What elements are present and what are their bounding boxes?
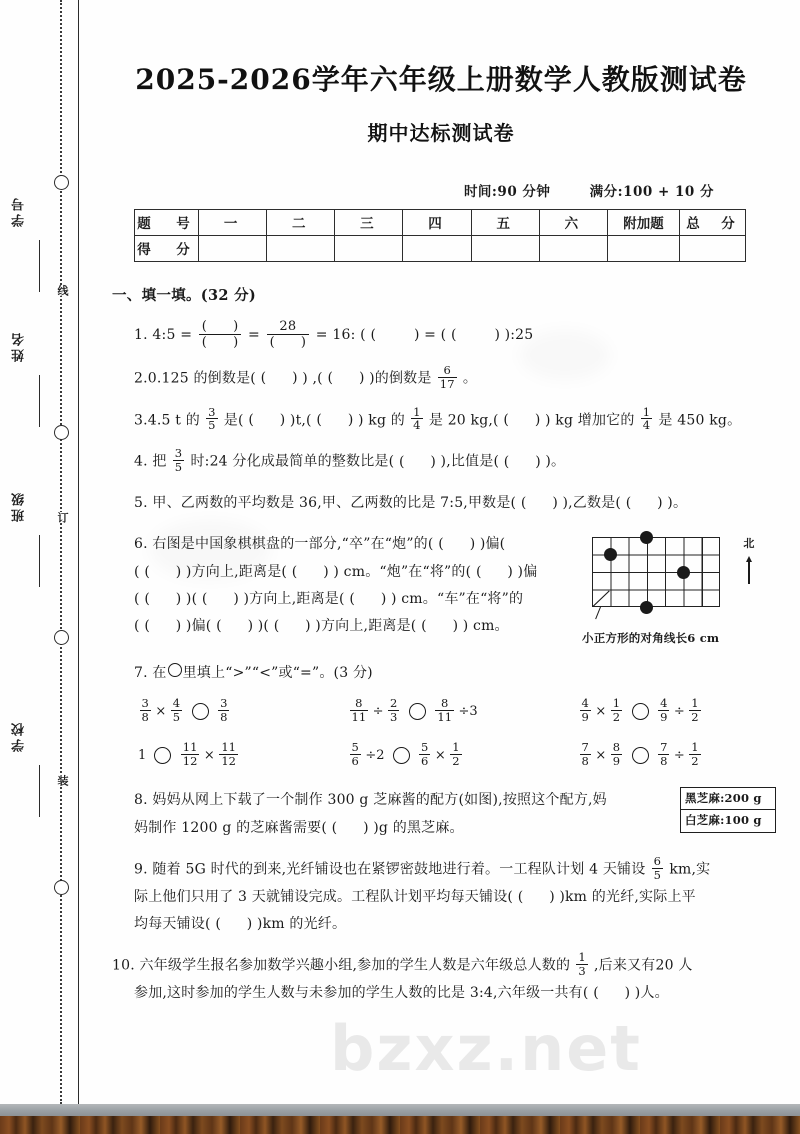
field-rule-school [39,765,40,817]
q7-4-op: × [203,748,215,764]
punch-hole-icon [54,880,69,895]
q6-blank-2[interactable] [144,564,181,580]
q3-f3-num: 1 [642,404,651,419]
q3-f1-den: 5 [208,418,216,433]
question-2 [112,362,770,393]
q2-frac-denominator: 17 [439,376,455,391]
q4-frac-den: 5 [174,460,183,475]
q3-a: 3.4.5 t 的 [134,411,200,428]
field-label-student-id: 学号 [12,195,27,227]
q7-4-answer-circle[interactable] [154,747,171,764]
q3-fraction-1 [206,406,218,433]
q1-tail1: = ( [424,326,447,343]
fold-mark-assemble: 装 [52,775,70,786]
score-table-col-total: 总 分 [680,209,746,235]
q7-item-3 [578,695,770,725]
q5-mid: ),乙数是( [562,494,622,511]
q7-prompt-b: 里填上“>”“<”或“=”。(3 分) [182,665,373,682]
q3-f3-den: 4 [642,418,651,433]
q7-2-left-frac-b: $\frac{2}{3}$ [390,695,398,724]
q6-blank-9[interactable] [216,618,253,634]
q3-fraction-3 [641,406,653,433]
q5-blank-1[interactable] [521,495,558,511]
q6-blank-5[interactable] [144,591,181,607]
q7-5-right-frac-b: $\frac{1}{2}$ [452,740,460,769]
small-square-diagonal-icon [592,590,610,608]
q7-item-6 [578,742,770,769]
q7-6-answer-circle[interactable] [632,747,649,764]
q3-b: 是( [223,411,244,428]
q9-frac-den: 5 [653,867,662,882]
q1-blank-4[interactable] [451,327,500,343]
q4-c: ),比值是( [440,453,500,470]
question-5 [112,490,770,517]
q2-text-a: 2.0.125 的倒数是( [134,370,256,387]
q2-fraction [438,364,457,391]
q9-l1a: 9. 随着 5G 时代的到来,光纤铺设也在紧锣密鼓地进行着。一工程队计划 4 天铺设 [134,861,646,878]
q10-blank-1[interactable] [593,985,630,1001]
q6-l2c: ) cm。“炮”在“将”的( [333,563,472,580]
q3-blank-1[interactable] [248,412,285,428]
q7-3-left-frac-a: $\frac{4}{9}$ [581,695,589,724]
q6-blank-3[interactable] [292,564,329,580]
q1-blank-fraction[interactable] [199,319,242,351]
q6-blank-7[interactable] [349,591,386,607]
q7-2-answer-circle[interactable] [409,703,426,720]
q3-f1-num: 3 [208,404,216,419]
q4-d: )。 [545,453,566,470]
q6-line-2 [134,559,570,586]
q7-5-op-b: × [434,748,446,764]
time-label: 时间:90 分钟 [463,183,551,200]
field-label-school: 学校 [12,720,27,752]
q7-5-answer-circle[interactable] [393,747,410,764]
q6-l4b: )偏( [185,618,212,635]
fold-dotted-line [60,0,62,1104]
score-table-col-5: 五 [471,209,539,235]
q7-2-right-frac: $\frac{8}{11}$ [437,695,453,724]
field-rule-name [39,375,40,427]
q7-3-answer-circle[interactable] [632,703,649,720]
score-table-col-3: 三 [335,209,403,235]
question-9 [112,853,770,938]
q1-frac-numerator-blank[interactable]: ( ) [199,319,242,336]
q9-fraction [652,855,664,882]
chess-piece-jiang [677,566,690,579]
q1-frac-denominator-blank[interactable]: ( ) [201,335,239,351]
q6-blank-11[interactable] [421,618,458,634]
q10-l1b: ,后来又有20 人 [594,957,693,974]
q1-eq1: = [248,326,260,343]
north-indicator [732,533,766,583]
desk-gray-strip [0,1104,800,1116]
q10-l2b: )人。 [634,984,669,1001]
q1-frac28-numerator: 28 [267,319,310,336]
q7-prompt-a: 7. 在 [134,665,167,682]
score-cell-5[interactable] [471,235,539,261]
full-score-label: 满分:100 + 10 分 [589,183,714,200]
exam-meta [112,180,770,200]
q6-l4c: )( [257,618,270,635]
q7-2-left-frac-a: $\frac{8}{11}$ [351,695,367,724]
q7-3-right-frac-b: $\frac{1}{2}$ [691,695,699,724]
q9-l3a: 均每天铺设( [134,915,211,932]
question-10 [112,952,770,1007]
section-heading-fill-in: 一、填一填。(32 分) [112,286,257,304]
q6-blank-1[interactable] [438,536,475,552]
chess-piece-pao [640,531,653,544]
punch-hole-icon [54,425,69,440]
score-cell-6[interactable] [539,235,607,261]
q6-l2b: )方向上,距离是( [185,563,288,580]
chess-piece-che [640,601,653,614]
q7-5-op-a: ÷2 [365,748,385,764]
score-table-col-6: 六 [539,209,607,235]
q2-frac-numerator: 6 [438,364,457,378]
q3-blank-3[interactable] [503,412,540,428]
q8-line-1: 8. 妈妈从网上下载了一个制作 300 g 芝麻酱的配方(如图),按照这个配方,妈 [134,792,607,809]
caption-pointer-icon [595,607,601,619]
q4-a: 4. 把 [134,453,167,470]
score-cell-3[interactable] [335,235,403,261]
q6-l4a: ( [134,618,140,635]
fold-mark-bind: 订 [52,512,70,523]
recipe-white-sesame: 白芝麻:100 g [681,809,775,831]
q4-blank-1[interactable] [399,454,436,470]
field-rule-class [39,535,40,587]
score-cell-4[interactable] [403,235,471,261]
q2-blank-1[interactable] [261,370,298,386]
q7-comparison-grid [138,695,770,770]
score-table-header-label: 题 号 [135,209,199,235]
q10-frac-num: 1 [578,950,586,965]
q6-l3c: )方向上,距离是( [243,590,345,607]
q9-blank-2[interactable] [215,916,252,932]
question-8 [112,787,770,842]
table-row [135,209,746,235]
q7-4-right-frac-a: $\frac{11}{12}$ [182,740,198,769]
page-subtitle: 期中达标测试卷 [367,120,515,145]
score-table [134,209,746,262]
q7-5-right-frac-a: $\frac{5}{6}$ [421,740,429,769]
recipe-black-sesame: 黑芝麻:200 g [685,791,762,806]
q7-2-op-a: ÷ [372,703,384,719]
sesame-recipe-box [680,787,776,832]
north-arrow-stem [748,562,750,584]
q5-text: 5. 甲、乙两数的平均数是 36,甲、乙两数的比是 7:5,甲数是( [134,494,517,511]
q6-l1b: )偏( [479,536,506,553]
question-6 [112,531,770,646]
q6-l3a: ( [134,590,140,607]
punch-hole-icon [54,630,69,645]
q4-frac-num: 3 [174,446,183,461]
q8-line-2 [134,815,658,842]
q10-frac-den: 3 [578,963,586,978]
q6-line-3 [134,586,570,613]
q9-line-2 [134,884,770,911]
fold-mark-line: 线 [52,285,70,296]
q7-6-op-b: ÷ [673,748,685,764]
score-table-col-4: 四 [403,209,471,235]
q7-item-5 [348,742,578,769]
q9-l1b: km,实 [669,861,711,878]
q7-3-op-b: ÷ [673,703,685,719]
q7-prompt-circle-icon [168,663,182,677]
q3-f2-num: 1 [413,404,421,419]
score-cell-total[interactable] [680,235,746,261]
q4-blank-2[interactable] [504,454,541,470]
score-table-score-label: 得 分 [135,235,199,261]
q9-l2b: )km 的光纤,实际上平 [559,888,696,905]
table-row [135,235,746,261]
q9-l2a: 际上他们只用了 3 天就铺设完成。工程队计划平均每天铺设( [134,888,514,905]
q3-blank-2[interactable] [316,412,353,428]
q6-l2a: ( [134,563,140,580]
q6-l4d: )方向上,距离是( [315,618,417,635]
q9-blank-1[interactable] [518,889,555,905]
q7-6-right-frac-b: $\frac{1}{2}$ [691,740,699,769]
q5-end: )。 [667,494,688,511]
score-table-col-2: 二 [267,209,335,235]
q8-l2b: )g 的黑芝麻。 [373,819,464,836]
question-7 [112,660,770,687]
q1-blank-3[interactable] [370,327,419,343]
q7-3-left-frac-b: $\frac{1}{2}$ [612,695,621,724]
q9-line-3 [134,911,770,938]
q7-item-4 [138,742,348,769]
q7-4-right-frac-b: $\frac{11}{12}$ [221,740,236,769]
q7-item-2 [348,695,578,725]
q6-l3b: )( [185,590,198,607]
q6-blank-4[interactable] [476,564,513,580]
q10-l1a: 10. 六年级学生报名参加数学兴趣小组,参加的学生人数是六年级总人数的 [112,957,571,974]
q7-item-1 [138,695,348,725]
q3-fraction-2 [411,406,423,433]
score-cell-bonus[interactable] [608,235,680,261]
q2-text-c: )的倒数是 [369,370,432,387]
q5-blank-2[interactable] [626,495,663,511]
q6-line-4 [134,613,570,640]
q1-frac28-denominator-blank[interactable]: ( ) [269,335,307,351]
q10-fraction [576,951,588,978]
north-label: 北 [743,537,755,551]
q7-1-left-frac-a: $\frac{3}{8}$ [141,695,149,724]
q1-fraction-28[interactable] [267,319,310,351]
field-label-class: 班级 [12,490,27,522]
q6-l1a: 6. 右图是中国象棋棋盘的一部分,“卒”在“炮”的( [134,536,434,553]
q2-text-d: 。 [462,370,478,387]
q1-tail2: ):25 [504,326,534,343]
q3-f: ) kg 增加它的 [544,411,635,428]
question-3 [112,404,770,435]
q3-g: 是 450 kg。 [658,411,742,428]
q4-b: 时:24 分化成最简单的整数比是( [190,453,395,470]
q9-l3b: )km 的光纤。 [256,915,347,932]
chess-piece-zu [604,548,617,561]
q7-3-op-a: × [595,703,607,719]
question-4 [112,448,770,476]
q3-e: 是 20 kg,( [428,411,499,428]
q9-frac-num: 6 [653,853,662,868]
q7-4-left-value: 1 [138,748,147,764]
q10-line-2 [112,980,770,1007]
q8-l2a: 妈制作 1200 g 的芝麻酱需要( [134,819,328,836]
q1-lead: 4:5 = [152,326,193,343]
q7-6-left-frac-b: $\frac{8}{9}$ [612,740,621,769]
punch-hole-icon [54,175,69,190]
q9-line-1 [134,853,770,884]
page-title: 2025-2026学年六年级上册数学人教版测试卷 [135,63,747,96]
q6-blank-10[interactable] [274,618,311,634]
q3-d: ) kg 的 [357,411,405,428]
q6-line-1 [134,531,570,558]
q7-3-right-frac-a: $\frac{4}{9}$ [660,695,668,724]
chessboard-figure [582,533,776,649]
margin-rule [78,0,79,1104]
q2-blank-2[interactable] [327,370,364,386]
q6-blank-8[interactable] [144,618,181,634]
q3-c: )t,( [289,411,312,428]
site-watermark: bzxz.net [330,1012,642,1085]
field-rule-student-id [39,240,40,292]
q6-l2d: )偏 [517,563,538,580]
q6-l4e: ) cm。 [462,618,509,635]
score-table-col-bonus: 附加题 [608,209,680,235]
q4-fraction [173,447,185,474]
q6-l3d: ) cm。“车”在“将”的 [390,590,524,607]
paper-content [96,0,800,1104]
score-cell-1[interactable] [199,235,267,261]
chessboard-caption: 小正方形的对角线长6 cm [582,631,720,646]
score-table-col-1: 一 [199,209,267,235]
q7-1-op-a: × [155,703,167,719]
q1-num: 1. [134,326,148,343]
q7-6-right-frac-a: $\frac{7}{8}$ [660,740,668,769]
q7-6-left-frac-a: $\frac{7}{8}$ [581,740,589,769]
desk-wood-strip [0,1116,800,1134]
q7-1-right-frac: $\frac{3}{8}$ [220,695,228,724]
question-1 [112,319,770,351]
field-label-name: 姓名 [12,330,27,362]
q7-2-op-b: ÷3 [458,703,478,719]
q8-blank-1[interactable] [332,820,369,836]
q7-1-left-frac-b: $\frac{4}{5}$ [172,695,181,724]
q7-5-left-frac: $\frac{5}{6}$ [351,740,359,769]
q7-1-answer-circle[interactable] [192,703,209,720]
q2-text-b: ) ,( [302,370,323,387]
q10-l2a: 参加,这时参加的学生人数与未参加的学生人数的比是 3:4,六年级一共有( [134,984,589,1001]
score-cell-2[interactable] [267,235,335,261]
binding-margin [0,0,96,1104]
q6-blank-6[interactable] [202,591,239,607]
q7-6-op-a: × [595,748,607,764]
q10-line-1 [112,952,770,980]
q3-f2-den: 4 [413,418,421,433]
chessboard-wrap [586,533,772,625]
q1-eq2: = 16: ( [315,326,366,343]
